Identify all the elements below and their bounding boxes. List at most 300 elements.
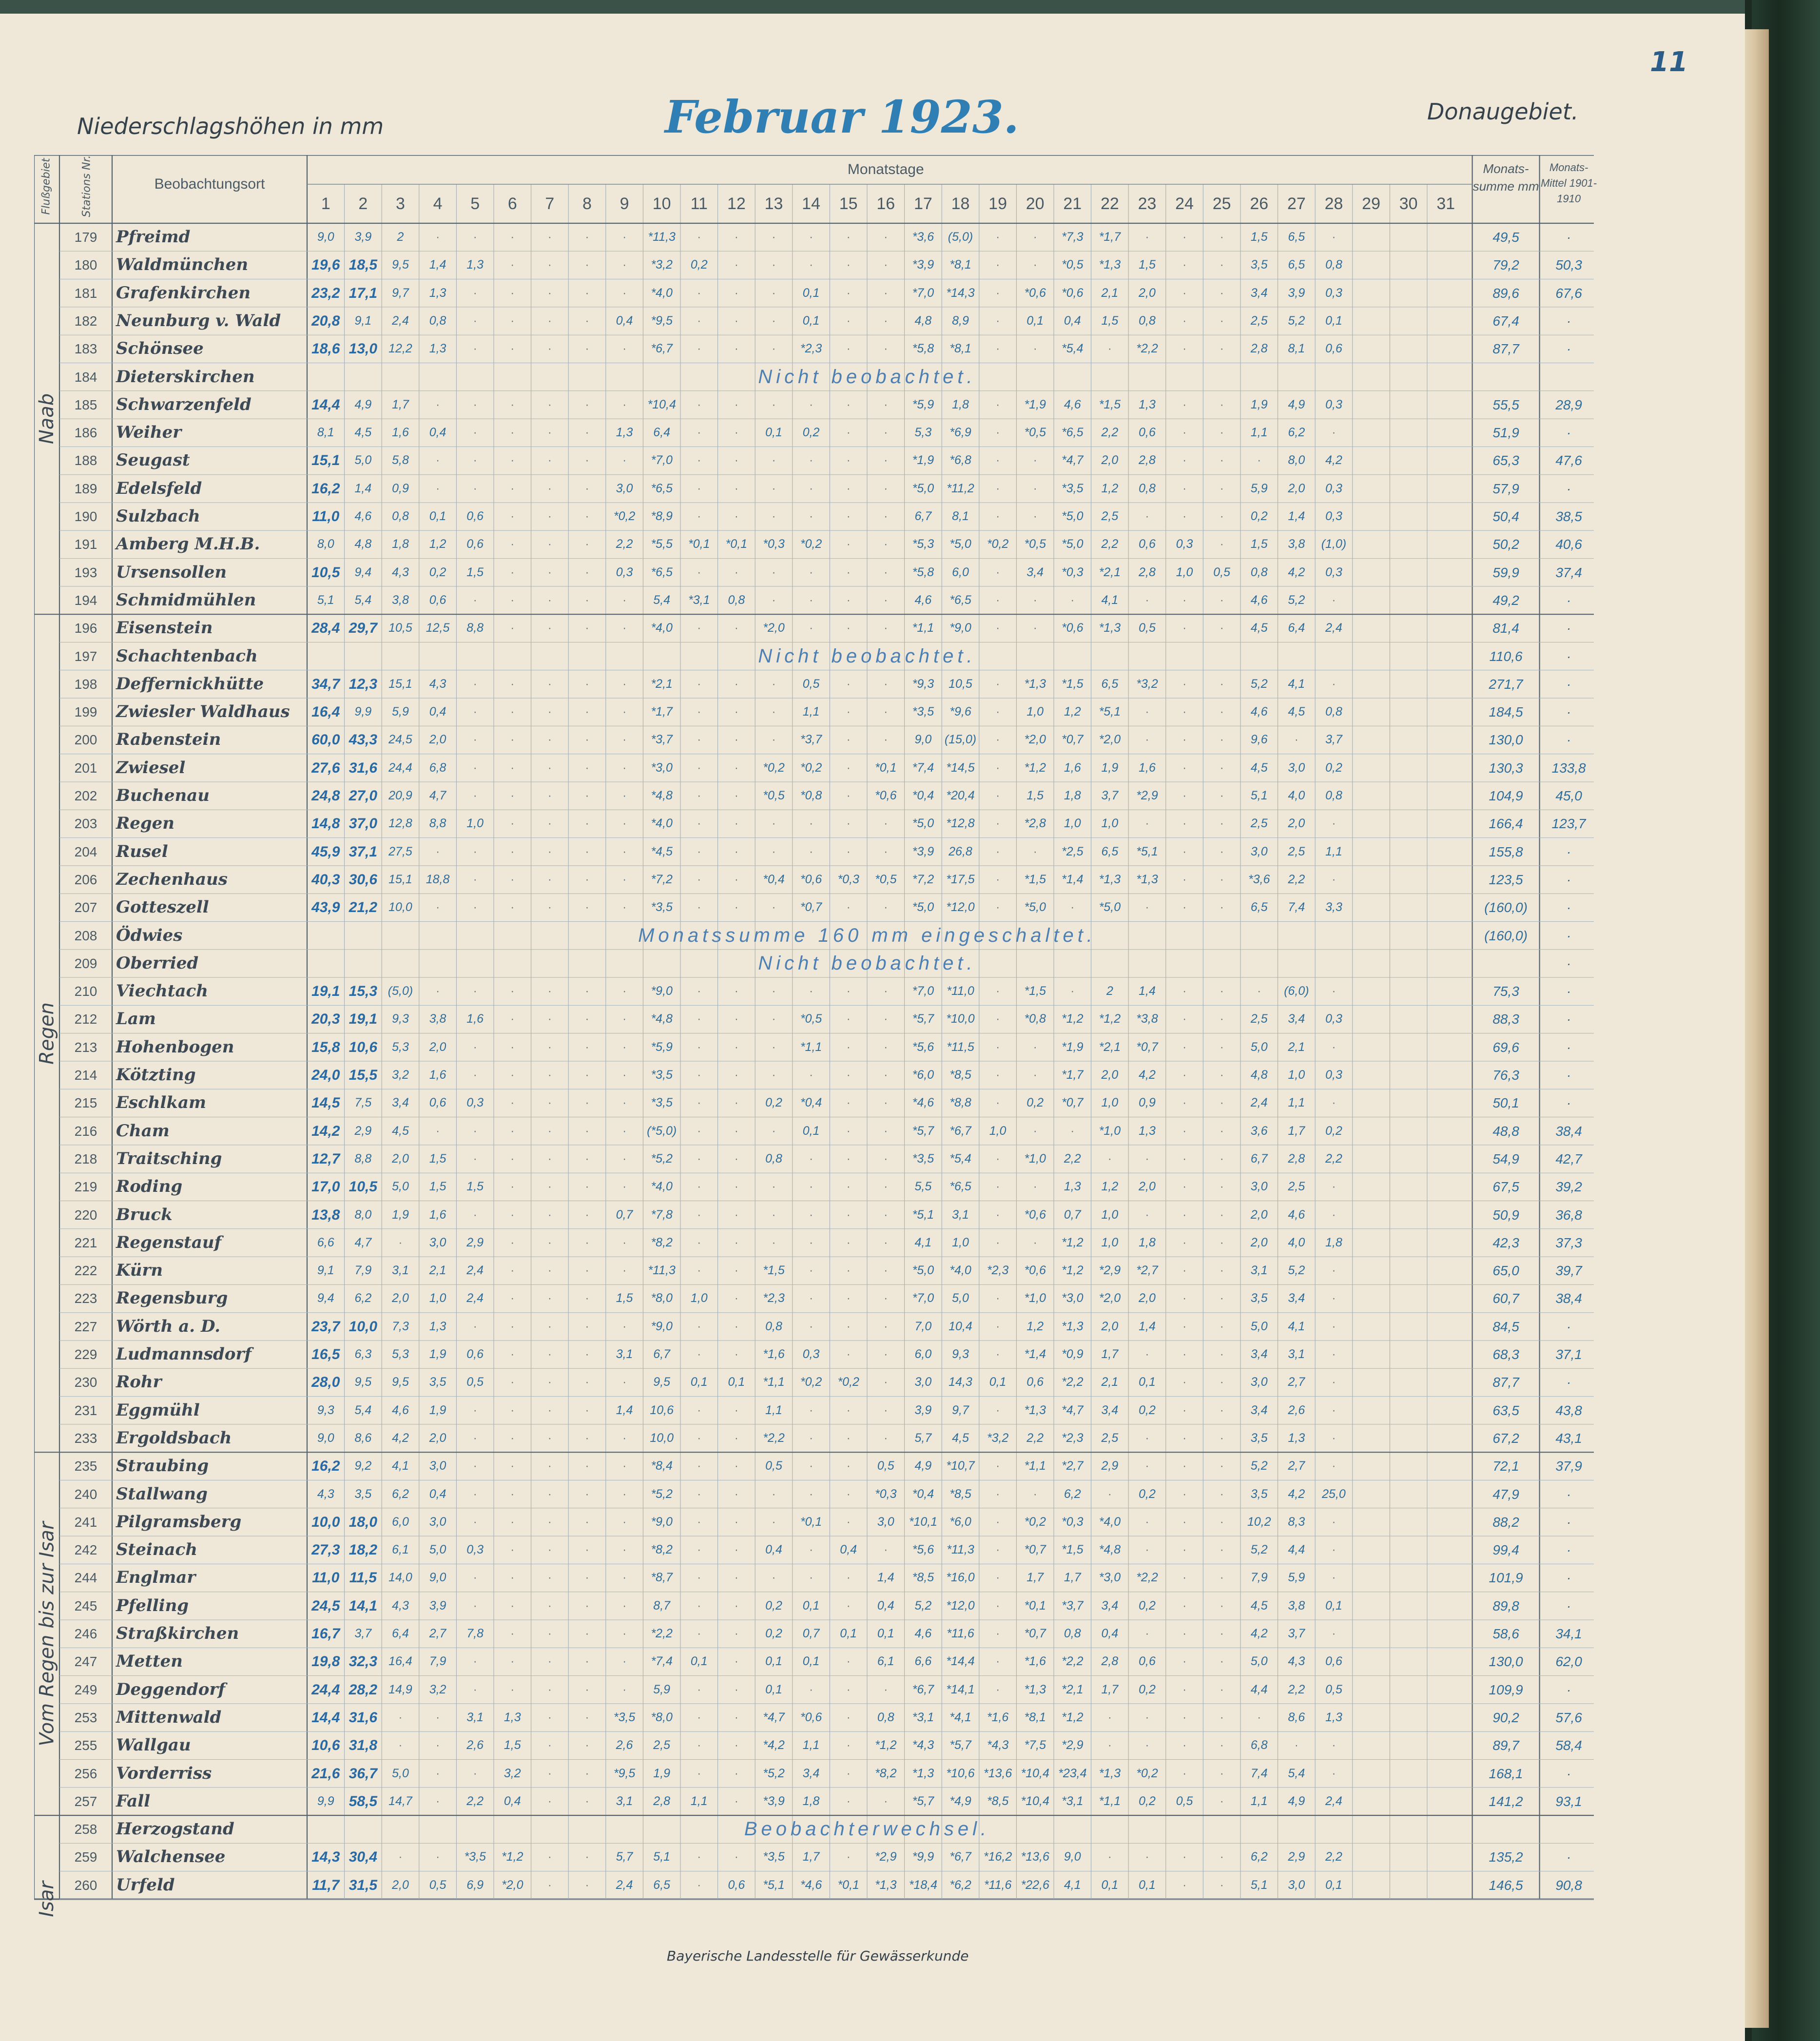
column-header-day: 5 [470,194,480,213]
empty-dot: · [585,314,589,328]
day-value: *3,1 [912,1710,934,1724]
day-value: 9,0 [317,1431,334,1445]
day-value: *0,2 [800,1375,822,1389]
day-value: 0,4 [616,313,633,328]
empty-dot: · [846,510,851,523]
day-value: 1,5 [1101,313,1119,328]
empty-dot: · [1332,1571,1336,1585]
station-place: Gotteszell [116,897,209,917]
empty-dot: · [1220,538,1224,551]
empty-dot: · [1220,1683,1224,1696]
empty-dot: · [772,733,776,747]
empty-dot: · [996,677,1000,691]
day-value: *3,5 [912,705,934,719]
empty-dot: · [585,1431,589,1445]
empty-dot: · [734,1515,738,1529]
day-value: 0,1 [1325,1878,1342,1892]
empty-dot: · [473,454,477,467]
empty-dot: · [547,733,552,747]
month-sum: 67,4 [1492,313,1519,329]
day-value: 24,0 [311,1067,340,1083]
day-value: *1,5 [1099,397,1121,411]
day-value: 1,0 [1101,1235,1119,1249]
empty-dot: · [510,593,515,607]
empty-dot: · [510,342,515,356]
station-number: 244 [74,1570,97,1586]
empty-dot: · [697,1236,701,1249]
day-value: 0,6 [466,537,484,551]
month-mean: 34,1 [1555,1626,1582,1641]
day-value: *7,4 [912,760,934,775]
day-value: 8,1 [952,509,969,523]
day-value: 0,6 [1139,426,1156,440]
day-value: (5,0) [387,984,413,998]
empty-dot: · [510,1655,515,1669]
empty-dot: · [510,426,515,440]
day-value: 0,2 [765,1598,782,1613]
day-value: *2,5 [1062,844,1084,858]
empty-dot: · [510,1459,515,1473]
day-value: 0,8 [765,1319,782,1333]
empty-dot: · [1332,1431,1336,1445]
empty-dot: · [622,1683,627,1696]
empty-dot: · [772,510,776,523]
month-mean: · [1566,313,1571,329]
day-value: 10,5 [949,677,972,691]
empty-dot: · [622,622,627,635]
empty-dot: · [809,1320,813,1333]
empty-dot: · [809,1236,813,1249]
day-value: *1,5 [1024,872,1046,886]
empty-dot: · [1033,510,1037,523]
day-value: *5,6 [912,1040,934,1054]
empty-dot: · [547,677,552,691]
day-value: *0,6 [800,872,822,886]
empty-dot: · [809,1208,813,1222]
empty-dot: · [884,1096,888,1110]
day-value: 3,8 [429,1012,446,1026]
empty-dot: · [1182,1376,1187,1389]
empty-dot: · [510,1515,515,1529]
day-value: 5,3 [392,1347,409,1361]
day-value: 3,3 [1325,900,1342,914]
column-header-day: 3 [396,194,405,213]
empty-dot: · [884,1012,888,1026]
day-value: 6,4 [392,1627,409,1640]
empty-dot: · [510,286,515,300]
day-value: 1,5 [1026,789,1044,802]
day-value: 0,4 [877,1598,894,1613]
day-value: 5,1 [317,593,334,607]
empty-dot: · [510,1069,515,1082]
empty-dot: · [510,538,515,551]
station-place: Kürn [116,1261,163,1281]
day-value: *8,5 [987,1794,1009,1808]
day-value: 5,3 [392,1040,409,1054]
station-number: 246 [74,1626,97,1641]
day-value: 2,8 [1288,1151,1305,1166]
empty-dot: · [846,1292,851,1305]
empty-dot: · [884,1376,888,1389]
month-mean: · [1566,1011,1571,1027]
station-number: 183 [74,341,97,357]
empty-dot: · [585,1739,589,1752]
month-sum: 184,5 [1489,704,1523,720]
day-value: 5,9 [653,1682,671,1696]
day-value: *3,0 [1099,1571,1121,1585]
column-header-day: 16 [876,194,895,213]
month-sum: 123,5 [1489,872,1523,887]
day-value: 6,5 [1250,900,1268,914]
empty-dot: · [846,1739,851,1752]
river-group-label: Isar [36,1881,58,1917]
day-value: 1,3 [1064,1180,1081,1194]
day-value: 2,7 [1288,1375,1305,1389]
day-value: 6,9 [466,1878,484,1892]
day-value: *8,0 [651,1291,673,1305]
day-value: 14,8 [311,816,340,832]
day-value: 15,1 [388,872,412,886]
station-place: Oberried [116,953,199,973]
day-value: 2,0 [1101,1319,1119,1333]
month-sum: 48,8 [1492,1123,1519,1139]
empty-dot: · [473,1487,477,1501]
day-value: 4,5 [1250,760,1268,775]
empty-dot: · [1182,1040,1187,1054]
day-value: 0,5 [1213,565,1231,579]
month-mean: · [1566,1375,1571,1390]
month-sum: 146,5 [1489,1877,1523,1893]
column-header-day: 26 [1250,194,1269,213]
empty-dot: · [697,622,701,635]
day-value: 34,7 [311,676,340,692]
page-number: 11 [1650,46,1688,78]
month-sum: 89,7 [1492,1738,1519,1753]
empty-dot: · [846,1655,851,1669]
day-value: 2,5 [653,1738,671,1752]
month-sum [1472,363,1540,391]
month-sum: 50,2 [1492,537,1519,552]
empty-dot: · [1182,1320,1187,1333]
day-value: 2,5 [1101,509,1119,523]
day-value: 3,1 [616,1794,633,1808]
day-value: 4,2 [1288,565,1305,579]
empty-dot: · [436,231,440,244]
month-sum [1472,1815,1540,1843]
station-place: Dieterskirchen [116,367,255,387]
day-value: 1,0 [1101,1096,1119,1110]
month-sum: 101,9 [1489,1570,1523,1586]
day-value: *1,3 [1024,1403,1046,1417]
month-mean [1540,1815,1598,1843]
empty-dot: · [1182,845,1187,858]
empty-dot: · [772,398,776,411]
month-mean: · [1566,676,1571,692]
empty-dot: · [1182,1236,1187,1249]
day-value: 1,5 [466,1180,484,1194]
day-value: 0,4 [1064,313,1081,328]
day-value: 2,7 [429,1627,446,1640]
station-place: Sulzbach [116,506,200,526]
station-number: 221 [74,1235,97,1250]
empty-dot: · [697,398,701,411]
day-value: 3,0 [914,1375,932,1389]
empty-dot: · [585,1767,589,1780]
empty-dot: · [1182,1655,1187,1669]
empty-dot: · [846,482,851,495]
empty-dot: · [510,1431,515,1445]
day-value: 5,0 [429,1543,446,1557]
day-value: 2,6 [1288,1403,1305,1417]
day-value: *3,7 [651,733,673,747]
day-value: 3,1 [392,1263,409,1278]
empty-dot: · [585,733,589,747]
empty-dot: · [1332,1348,1336,1361]
month-sum: 65,3 [1492,453,1519,468]
empty-dot: · [510,1040,515,1054]
empty-dot: · [772,1124,776,1138]
empty-dot: · [846,1683,851,1696]
day-value: 9,9 [317,1794,334,1808]
day-value: 6,5 [653,1878,671,1892]
empty-dot: · [846,622,851,635]
month-mean: 39,2 [1555,1179,1582,1195]
day-value: 27,0 [349,788,378,804]
day-value: *2,7 [1136,1263,1158,1278]
day-value: 5,4 [354,1403,372,1417]
day-value: 8,8 [466,621,484,635]
empty-dot: · [697,761,701,775]
month-mean: 43,1 [1555,1430,1582,1446]
day-value: 2,0 [429,1040,446,1054]
empty-dot: · [884,1069,888,1082]
day-value: *2,3 [987,1263,1009,1278]
empty-dot: · [473,1069,477,1082]
station-number: 233 [74,1430,97,1446]
empty-dot: · [697,733,701,747]
day-value: 3,8 [1288,537,1305,551]
empty-dot: · [1145,733,1149,747]
empty-dot: · [547,1012,552,1026]
day-value: *4,3 [987,1738,1009,1752]
empty-dot: · [585,1543,589,1557]
day-value: 45,9 [311,843,340,860]
day-value: *7,2 [912,872,934,886]
day-value: 5,8 [392,453,409,467]
day-value: 7,4 [1288,900,1305,914]
empty-dot: · [547,761,552,775]
day-value: 2,0 [392,1291,409,1305]
day-value: 1,1 [802,705,820,719]
empty-dot: · [585,677,589,691]
day-value: 3,0 [1288,760,1305,775]
day-value: 9,0 [317,230,334,244]
empty-dot: · [996,593,1000,607]
column-header-day: 23 [1138,194,1157,213]
day-value: 10,2 [1247,1515,1271,1529]
empty-dot: · [772,342,776,356]
empty-dot: · [622,845,627,858]
empty-dot: · [884,817,888,831]
day-value: 1,3 [429,342,446,356]
station-place: Viechtach [116,981,208,1001]
day-value: *4,6 [912,1096,934,1110]
empty-dot: · [996,901,1000,914]
station-number: 242 [74,1542,97,1558]
empty-dot: · [585,985,589,998]
month-mean: 38,4 [1555,1123,1582,1139]
day-value: *1,3 [1099,1766,1121,1780]
day-value: *0,7 [1062,733,1084,747]
station-place: Cham [116,1121,170,1141]
empty-dot: · [1070,1124,1075,1138]
empty-dot: · [996,1627,1000,1640]
day-value: 0,9 [1139,1096,1156,1110]
month-sum: (160,0) [1484,900,1528,915]
day-value: 0,6 [429,593,446,607]
empty-dot: · [809,1180,813,1194]
day-value: 24,4 [311,1681,340,1698]
day-value: 12,7 [311,1150,340,1167]
day-value: 0,1 [1325,1598,1342,1613]
empty-dot: · [622,1124,627,1138]
empty-dot: · [1182,761,1187,775]
empty-dot: · [996,426,1000,440]
day-value: 4,1 [1288,677,1305,691]
day-value: 1,0 [1064,816,1081,831]
empty-dot: · [697,873,701,886]
day-value: 0,1 [690,1375,708,1389]
day-value: *9,3 [912,677,934,691]
day-value: *0,1 [725,537,748,551]
day-value: 4,9 [1288,1794,1305,1808]
day-value: *8,1 [949,342,971,356]
empty-dot: · [884,1403,888,1417]
empty-dot: · [1220,1739,1224,1752]
month-mean: · [1566,1319,1571,1334]
empty-dot: · [772,705,776,719]
empty-dot: · [1220,1236,1224,1249]
day-value: *3,2 [651,258,673,272]
empty-dot: · [585,622,589,635]
day-value: *8,5 [949,1068,971,1082]
empty-dot: · [1332,1459,1336,1473]
empty-dot: · [473,1320,477,1333]
empty-dot: · [1220,1571,1224,1585]
day-value: *10,4 [647,397,676,411]
empty-dot: · [510,1627,515,1640]
empty-dot: · [436,482,440,495]
day-value: *2,0 [1024,733,1046,747]
day-value: 0,5 [1325,1682,1342,1696]
day-value: 3,4 [392,1096,409,1110]
day-value: 17,0 [311,1179,340,1195]
empty-dot: · [398,1711,403,1724]
day-value: *8,0 [651,1710,673,1724]
empty-dot: · [1182,705,1187,719]
day-value: *3,2 [987,1431,1009,1445]
empty-dot: · [547,1431,552,1445]
day-value: 1,4 [354,481,372,495]
day-value: *1,5 [1062,677,1084,691]
empty-dot: · [846,985,851,998]
month-sum: 50,1 [1492,1095,1519,1111]
month-sum: 87,7 [1492,1375,1519,1390]
station-number: 198 [74,676,97,692]
empty-dot: · [1220,231,1224,244]
month-sum: 67,5 [1492,1179,1519,1195]
empty-dot: · [473,426,477,440]
empty-dot: · [734,398,738,411]
month-mean: · [1566,844,1571,859]
day-value: *4,6 [800,1878,822,1892]
day-value: *0,6 [875,789,897,802]
day-value: 1,8 [392,537,409,551]
empty-dot: · [996,1403,1000,1417]
empty-dot: · [622,1543,627,1557]
day-value: *0,1 [875,760,897,775]
day-value: *0,5 [875,872,897,886]
day-value: *5,8 [912,565,934,579]
day-value: 27,5 [388,844,412,858]
empty-dot: · [697,1348,701,1361]
empty-dot: · [1220,314,1224,328]
empty-dot: · [398,1850,403,1864]
day-value: *2,3 [800,342,822,356]
empty-dot: · [1220,1403,1224,1417]
month-mean: 43,8 [1555,1402,1582,1418]
day-value: *2,2 [1136,342,1158,356]
day-value: 2,4 [466,1291,484,1305]
station-place: Weiher [116,423,182,443]
empty-dot: · [436,1711,440,1724]
station-place: Neunburg v. Wald [116,311,281,330]
month-sum: 50,4 [1492,509,1519,524]
empty-dot: · [547,1655,552,1669]
day-value: 6,4 [1288,621,1305,635]
day-value: *5,1 [1136,844,1158,858]
day-value: 2,1 [429,1263,446,1278]
day-value: 4,8 [354,537,372,551]
day-value: 0,8 [1325,705,1342,719]
empty-dot: · [734,1571,738,1585]
empty-dot: · [585,1152,589,1166]
day-value: 0,1 [840,1627,857,1640]
empty-dot: · [772,677,776,691]
column-header-day: 21 [1063,194,1082,213]
empty-dot: · [1220,1711,1224,1724]
day-value: 3,0 [429,1515,446,1529]
empty-dot: · [884,1431,888,1445]
day-value: *1,9 [1024,397,1046,411]
station-place: Rusel [116,841,168,861]
day-value: *0,3 [763,537,785,551]
station-place: Englmar [116,1568,196,1588]
empty-dot: · [996,454,1000,467]
day-value: *10,0 [946,1012,975,1026]
station-number: 220 [74,1207,97,1223]
day-value: 2,7 [1288,1459,1305,1473]
day-value: 3,0 [429,1235,446,1249]
month-mean: · [1566,928,1571,943]
day-value: *6,7 [949,1850,971,1864]
day-value: 4,7 [429,789,446,802]
station-number: 182 [74,313,97,329]
day-value: *3,9 [912,258,934,272]
empty-dot: · [734,1683,738,1696]
day-value: 4,0 [1288,1235,1305,1249]
day-value: 6,2 [1250,1850,1268,1864]
